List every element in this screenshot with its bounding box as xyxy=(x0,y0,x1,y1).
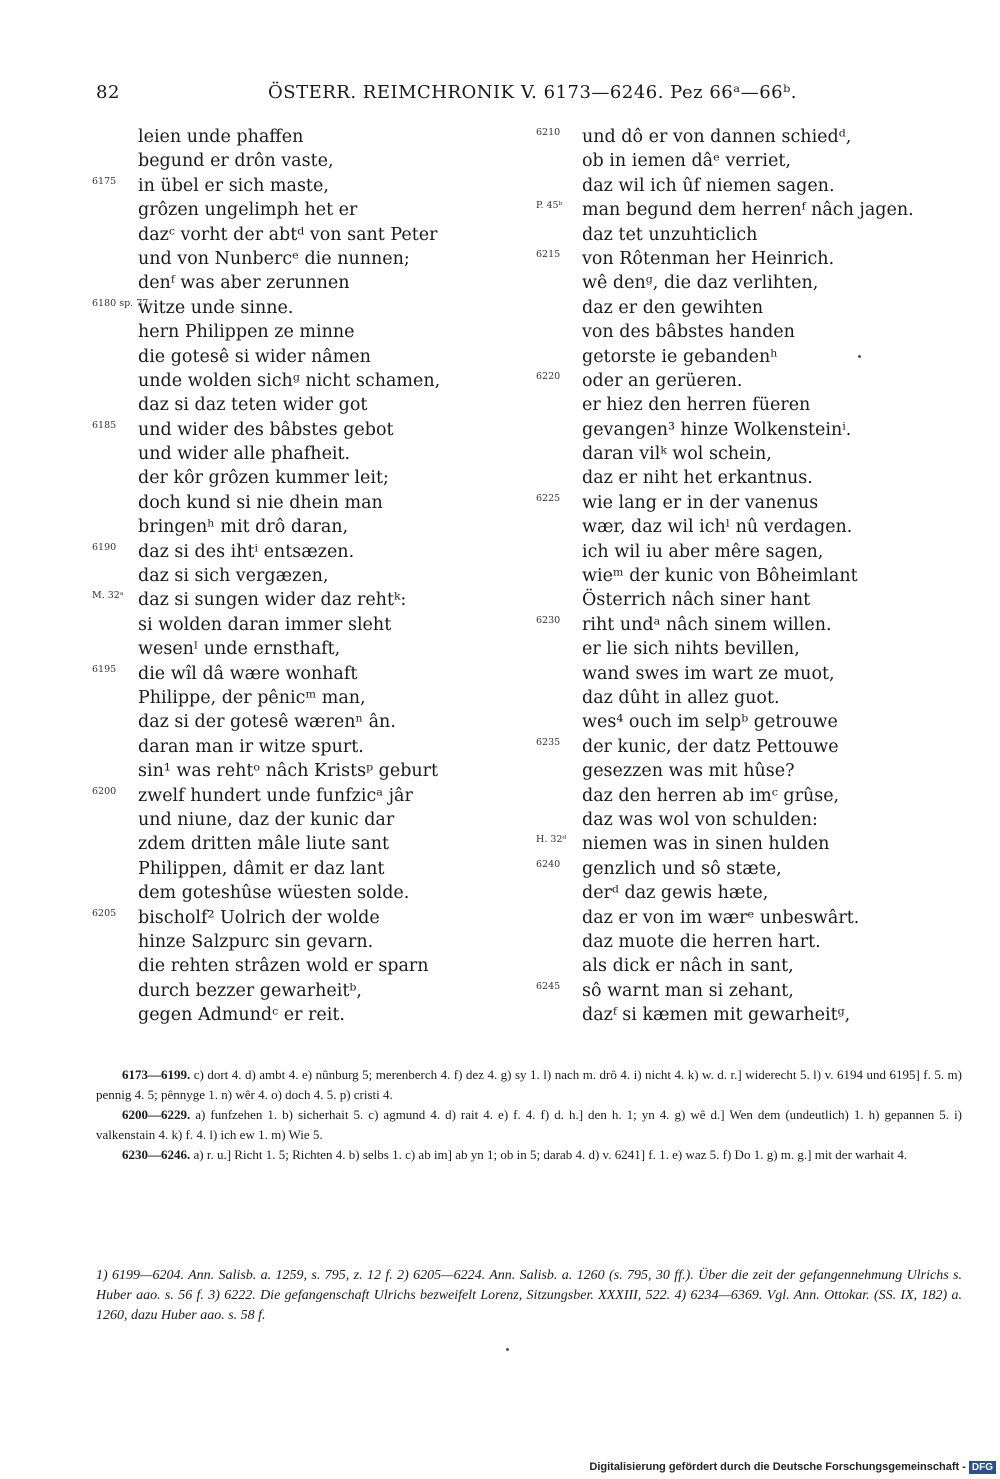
verse-line xyxy=(92,271,492,295)
variant-readings: a) funfzehen 1. b) sicherhait 5. c) agmund 4. d) rait 4. e) f. 4. f) d. h.] den h. 1; yn 4. g) wê d.] Wen dem (undeutlich) 1. h) gepannen 5. i) valkenstain 4. k) f. 4. l) ich ew 1. m) Wie 5. xyxy=(96,1107,963,1142)
verse-text: und dô er von dannen schiedᵈ, xyxy=(582,127,852,147)
verse-text: von des bâbstes handen xyxy=(582,322,795,343)
verse-line xyxy=(536,296,936,320)
verse-line xyxy=(92,686,492,710)
verse-text: riht undᵃ nâch sinem willen. xyxy=(582,614,832,635)
verse-text: er hiez den herren füeren xyxy=(582,395,811,416)
verse-line xyxy=(92,857,492,881)
verse-line xyxy=(536,271,936,295)
verse-text: daz muote die herren hart. xyxy=(582,931,821,952)
verse-line xyxy=(536,247,936,271)
verse-text: derᵈ daz gewis hæte, xyxy=(582,883,769,904)
verse-text: witze unde sinne. xyxy=(138,297,294,318)
verse-text: daran man ir witze spurt. xyxy=(138,736,364,757)
line-marker: 6225 xyxy=(536,492,561,504)
verse-line xyxy=(92,588,492,612)
verse-text: hern Philippen ze minne xyxy=(138,322,355,343)
variant-readings: c) dort 4. d) ambt 4. e) nûnburg 5; merenberch 4. f) dez 4. g) sy 1. l) nach m. drô 4. i) nicht 4. k) w. d. r.] widerecht 5. l) v. 6194 und 6195] f. 5. m) pennig 4. 5; pênnyge 1. n) wêr 4. o) doch 4. 5. p) cristi 4. xyxy=(96,1067,962,1102)
verse-line xyxy=(536,735,936,759)
verse-text: unde wolden sichᵍ nicht schamen, xyxy=(138,370,441,391)
variant-note xyxy=(96,1065,962,1105)
verse-line xyxy=(92,247,492,271)
variant-range: 6200—6229. xyxy=(122,1107,191,1122)
verse-text: hinze Salzpurc sin gevarn. xyxy=(138,931,374,952)
verse-text: wieᵐ der kunic von Bôheimlant xyxy=(582,566,858,587)
verse-line xyxy=(92,1003,492,1027)
page-number: 82 xyxy=(96,82,120,103)
line-marker: 6190 xyxy=(92,541,117,553)
verse-text: und von Nunbercᵉ die nunnen; xyxy=(138,248,410,269)
verse-line xyxy=(536,710,936,734)
verse-text: doch kund si nie dhein man xyxy=(138,492,383,513)
verse-text: daz si sich vergæzen, xyxy=(138,566,329,587)
verse-text: wê denᵍ, die daz verlihten, xyxy=(582,273,819,294)
verse-text: wand swes im wart ze muot, xyxy=(582,663,835,684)
verse-line xyxy=(536,588,936,612)
line-marker: 6205 xyxy=(92,907,117,919)
line-marker: 6235 xyxy=(536,736,561,748)
verse-text: sô warnt man si zehant, xyxy=(582,980,794,1001)
verse-line xyxy=(92,125,492,149)
verse-text: wes⁴ ouch im selpᵇ getrouwe xyxy=(582,712,838,733)
footer xyxy=(589,1459,996,1475)
verse-line xyxy=(536,393,936,417)
verse-text: die gotesê si wider nâmen xyxy=(138,346,371,367)
verse-text: daran vilᵏ wol schein, xyxy=(582,444,772,465)
line-marker: M. 32ᵃ xyxy=(92,590,124,602)
verse-line xyxy=(536,345,936,369)
verse-line xyxy=(92,515,492,539)
verse-text: getorste ie gebandenʰ xyxy=(582,346,778,367)
verse-line xyxy=(92,735,492,759)
verse-line xyxy=(536,491,936,515)
verse-line xyxy=(92,710,492,734)
verse-line xyxy=(536,442,936,466)
verse-line xyxy=(536,930,936,954)
verse-text: dazᶜ vorht der abtᵈ von sant Peter xyxy=(138,224,438,245)
verse-line xyxy=(92,759,492,783)
verse-text: und niune, daz der kunic dar xyxy=(138,809,395,830)
verse-line xyxy=(92,564,492,588)
line-marker: 6200 xyxy=(92,785,117,797)
verse-text: denᶠ was aber zerunnen xyxy=(138,273,350,294)
verse-line xyxy=(92,906,492,930)
verse-text: ich wil iu aber mêre sagen, xyxy=(582,541,824,562)
line-marker: 6185 xyxy=(92,419,117,431)
verse-text: daz den herren ab imᶜ grûse, xyxy=(582,785,840,806)
verse-line xyxy=(92,637,492,661)
verse-line xyxy=(92,784,492,808)
line-marker: 6180 sp. 77 xyxy=(92,297,149,309)
running-title: ÖSTERR. REIMCHRONIK V. 6173—6246. Pez 66ᵃ—66ᵇ. xyxy=(268,82,798,103)
footnotes: 1) 6199—6204. Ann. Salisb. a. 1259, s. 795, z. 12 f. 2) 6205—6224. Ann. Salisb. a. 1260 (s. 795, 30 ff.). Über die zeit der gefangennehmung Ulrichs s. Huber aao. s. 56 f. 3) 6222. Die gefangenschaft Ulrichs bezweifelt Lorenz, Sitzungsber. XXXIII, 522. 4) 6234—6369. Vgl. Ann. Ottokar. (SS. IX, 182) a. 1260, dazu Huber aao. s. 58 f. xyxy=(96,1268,962,1323)
verse-text: bischolf² Uolrich der wolde xyxy=(138,907,380,928)
verse-text: si wolden daran immer sleht xyxy=(138,614,392,635)
verse-text: gesezzen was mit hûse? xyxy=(582,761,795,782)
variant-note xyxy=(96,1105,962,1145)
verse-text: wær, daz wil ichˡ nû verdagen. xyxy=(582,517,853,538)
verse-text: daz er von im wærᵉ unbeswârt. xyxy=(582,907,860,928)
verse-text: ob in iemen dâᵉ verriet, xyxy=(582,151,791,172)
verse-line xyxy=(92,223,492,247)
verse-text: man begund dem herrenᶠ nâch jagen. xyxy=(582,200,914,221)
verse-text: als dick er nâch in sant, xyxy=(582,956,794,977)
verse-line xyxy=(536,320,936,344)
verse-line xyxy=(92,832,492,856)
verse-text: dem goteshûse wüesten solde. xyxy=(138,883,410,904)
page-header xyxy=(96,82,936,108)
variant-readings: a) r. u.] Richt 1. 5; Richten 4. b) selbs 1. c) ab im] ab yn 1; ob in 5; darab 4. d) v. 6241] f. 1. e) waz 5. f) Do 1. g) m. g.] mit der warhait 4. xyxy=(193,1147,908,1162)
verse-line xyxy=(536,637,936,661)
line-marker: 6195 xyxy=(92,663,117,675)
verse-text: daz si des ihtⁱ entsæzen. xyxy=(138,541,355,562)
verse-text: Philippen, dâmit er daz lant xyxy=(138,858,385,879)
verse-line xyxy=(92,662,492,686)
verse-text: die rehten strâzen wold er sparn xyxy=(138,956,429,977)
verse-text: daz si sungen wider daz rehtᵏ: xyxy=(138,590,407,611)
verse-line xyxy=(92,345,492,369)
line-marker: P. 45ᵇ xyxy=(536,200,563,212)
verse-text: daz wil ich ûf niemen sagen. xyxy=(582,175,835,196)
line-marker: 6215 xyxy=(536,248,561,260)
verse-line xyxy=(536,954,936,978)
line-marker: 6220 xyxy=(536,370,561,382)
verse-line xyxy=(536,540,936,564)
verse-text: gegen Admundᶜ er reit. xyxy=(138,1005,345,1026)
verse-text: daz si daz teten wider got xyxy=(138,395,368,416)
verse-text: daz dûht in allez guot. xyxy=(582,687,780,708)
verse-line xyxy=(536,466,936,490)
verse-text: daz si der gotesê wærenⁿ ân. xyxy=(138,712,396,733)
verse-line xyxy=(536,174,936,198)
verse-line xyxy=(536,223,936,247)
verse-text: niemen was in sinen hulden xyxy=(582,834,830,855)
verse-text: daz tet unzuhticlich xyxy=(582,224,758,245)
line-marker: 6210 xyxy=(536,127,561,138)
verse-text: die wîl dâ wære wonhaft xyxy=(138,663,358,684)
verse-line xyxy=(536,613,936,637)
verse-text: genzlich und sô stæte, xyxy=(582,858,782,879)
verse-text: dazᶠ si kæmen mit gewarheitᵍ, xyxy=(582,1005,851,1026)
verse-column-right xyxy=(536,125,936,1027)
variant-apparatus xyxy=(96,1065,962,1165)
ink-dot xyxy=(858,355,861,358)
verse-line xyxy=(92,466,492,490)
verse-text: der kunic, der datz Pettouwe xyxy=(582,736,839,757)
verse-text: zwelf hundert unde funfzicᵃ jâr xyxy=(138,785,413,806)
verse-line xyxy=(92,149,492,173)
verse-line xyxy=(536,564,936,588)
line-marker: 6245 xyxy=(536,980,561,992)
verse-line xyxy=(536,759,936,783)
verse-line xyxy=(92,954,492,978)
verse-line xyxy=(536,857,936,881)
verse-text: bringenʰ mit drô daran, xyxy=(138,517,349,538)
verse-line xyxy=(536,662,936,686)
verse-column-left xyxy=(92,125,492,1027)
verse-line xyxy=(92,491,492,515)
verse-line xyxy=(536,198,936,222)
verse-line xyxy=(536,686,936,710)
verse-line xyxy=(536,149,936,173)
verse-text: grôzen ungelimph het er xyxy=(138,200,358,221)
verse-line xyxy=(536,369,936,393)
verse-text: oder an gerüeren. xyxy=(582,370,743,391)
verse-line xyxy=(92,369,492,393)
verse-text: sin¹ was rehtᵒ nâch Kristsᵖ geburt xyxy=(138,761,439,782)
verse-line xyxy=(92,198,492,222)
verse-line xyxy=(92,930,492,954)
verse-text: in übel er sich maste, xyxy=(138,175,329,196)
line-marker: 6240 xyxy=(536,858,561,870)
verse-line xyxy=(92,442,492,466)
dfg-logo: DFG xyxy=(969,1461,996,1474)
verse-text: zdem dritten mâle liute sant xyxy=(138,834,390,855)
line-marker: H. 32ᵈ xyxy=(536,834,567,846)
verse-line xyxy=(92,393,492,417)
verse-line xyxy=(92,881,492,905)
variant-range: 6230—6246. xyxy=(122,1147,191,1162)
verse-line xyxy=(92,613,492,637)
verse-text: der kôr grôzen kummer leit; xyxy=(138,468,389,489)
verse-line xyxy=(536,418,936,442)
verse-line xyxy=(536,515,936,539)
verse-line xyxy=(536,832,936,856)
verse-text: daz er den gewihten xyxy=(582,297,764,318)
verse-text: wie lang er in der vanenus xyxy=(582,492,819,513)
ink-dot xyxy=(506,1348,509,1351)
verse-text: Philippe, der pênicᵐ man, xyxy=(138,687,366,708)
verse-line xyxy=(536,906,936,930)
verse-text: von Rôtenman her Heinrich. xyxy=(582,248,835,269)
verse-line xyxy=(536,125,936,149)
footer-text: Digitalisierung gefördert durch die Deutsche Forschungsgemeinschaft - xyxy=(589,1461,966,1473)
verse-line xyxy=(92,320,492,344)
verse-text: Österrich nâch siner hant xyxy=(582,590,811,611)
verse-text: er lie sich nihts bevillen, xyxy=(582,639,800,660)
verse-line xyxy=(536,979,936,1003)
verse-line xyxy=(536,881,936,905)
verse-text: durch bezzer gewarheitᵇ, xyxy=(138,980,362,1001)
verse-text: daz er niht het erkantnus. xyxy=(582,468,813,489)
verse-text: leien unde phaffen xyxy=(138,127,304,147)
line-marker: 6175 xyxy=(92,175,117,187)
variant-note xyxy=(96,1145,962,1165)
line-marker: 6230 xyxy=(536,614,561,626)
verse-text: daz was wol von schulden: xyxy=(582,809,818,830)
verse-text: gevangen³ hinze Wolkensteinⁱ. xyxy=(582,419,852,440)
verse-line xyxy=(536,1003,936,1027)
verse-line xyxy=(536,808,936,832)
verse-line xyxy=(92,296,492,320)
verse-text: wesenˡ unde ernsthaft, xyxy=(138,639,341,660)
verse-line xyxy=(92,540,492,564)
verse-text: begund er drôn vaste, xyxy=(138,151,334,172)
verse-text: und wider alle phafheit. xyxy=(138,444,351,465)
verse-line xyxy=(92,979,492,1003)
verse-line xyxy=(92,808,492,832)
verse-text: und wider des bâbstes gebot xyxy=(138,419,394,440)
variant-range: 6173—6199. xyxy=(122,1067,191,1082)
verse-line xyxy=(92,174,492,198)
verse-line xyxy=(536,784,936,808)
verse-line xyxy=(92,418,492,442)
